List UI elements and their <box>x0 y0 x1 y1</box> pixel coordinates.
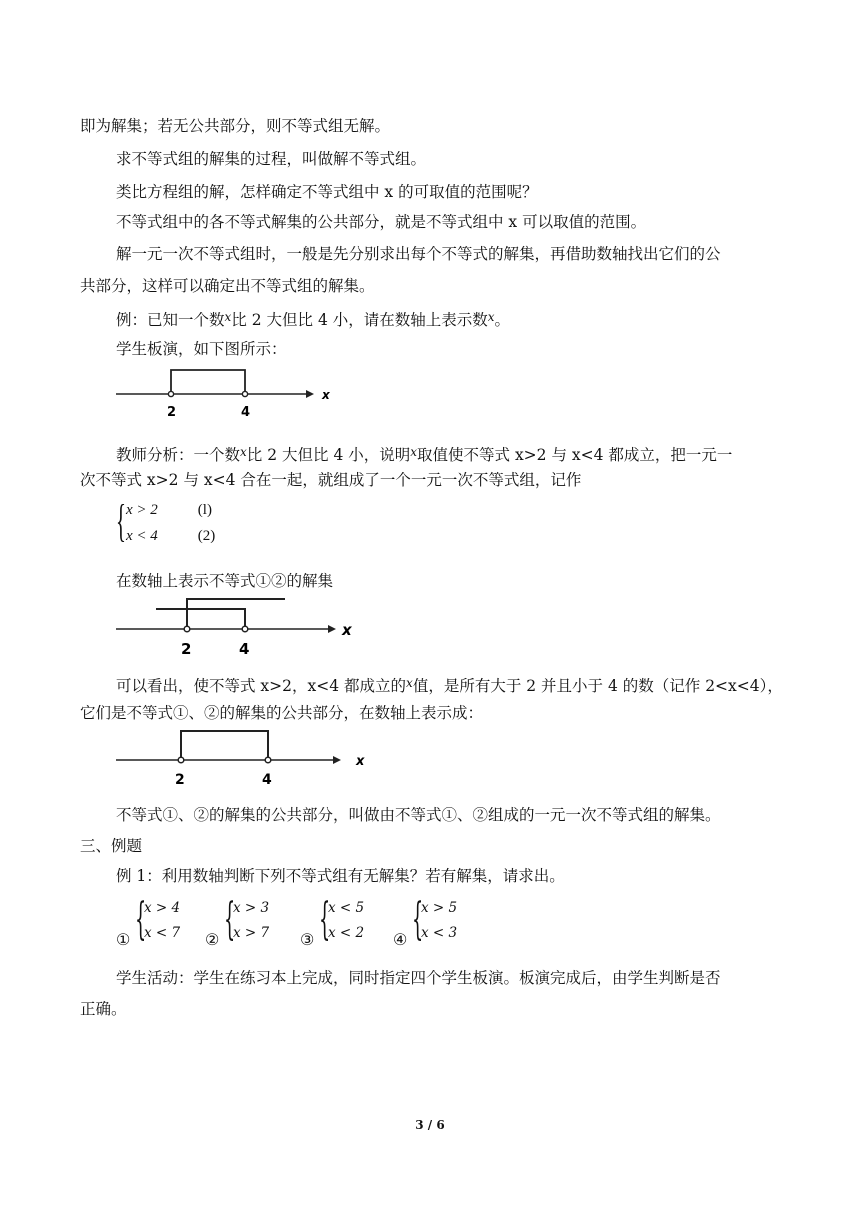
variable-x: x <box>410 445 418 459</box>
text: 比 2 大但比 4 小，请在数轴上表示数 <box>231 311 488 329</box>
equation-tag: (l) <box>197 502 212 518</box>
brace: { <box>224 894 236 945</box>
circled-number: ① <box>116 930 131 949</box>
tick-label-2: 2 <box>181 640 192 658</box>
brace: { <box>135 894 147 945</box>
axis-arrow <box>333 756 341 764</box>
paragraph: 不等式①、②的解集的公共部分，叫做由不等式①、②组成的一元一次不等式组的解集。 <box>116 806 721 824</box>
inequality: x > 5 <box>421 900 458 916</box>
inequality: x > 3 <box>233 900 270 916</box>
paragraph: 不等式组中的各不等式解集的公共部分，就是不等式组中 x 可以取值的范围。 <box>116 213 647 231</box>
paragraph: 次不等式 x>2 与 x<4 合在一起，就组成了一个一元一次不等式组，记作 <box>80 471 582 489</box>
open-point-2 <box>178 757 184 763</box>
text: 值，是所有大于 2 并且小于 4 的数（记作 2<x<4）， <box>412 677 783 695</box>
paragraph: 求不等式组的解集的过程，叫做解不等式组。 <box>116 150 427 168</box>
axis-label: x <box>342 621 352 639</box>
paragraph: 学生板演，如下图所示： <box>116 340 287 358</box>
circled-number: ② <box>205 930 220 949</box>
open-point-4 <box>265 757 271 763</box>
axis-label: x <box>356 754 365 769</box>
section-heading: 三、例题 <box>80 837 143 855</box>
text: 教师分析：一个数 <box>116 446 241 464</box>
inequality: x < 5 <box>328 900 365 916</box>
solution-bracket <box>181 731 268 760</box>
circled-number: ④ <box>393 930 408 949</box>
paragraph: 在数轴上表示不等式①②的解集 <box>116 572 334 590</box>
tick-label-2: 2 <box>167 405 177 420</box>
text: 可以看出，使不等式 x>2，x<4 都成立的 <box>116 677 407 695</box>
axis-label: x <box>322 388 330 402</box>
example-system-3 <box>300 894 390 949</box>
brace: { <box>116 495 126 546</box>
inequality: x < 7 <box>144 925 181 941</box>
variable-x: x <box>406 676 413 690</box>
example-system-2 <box>205 894 295 949</box>
paragraph: 正确。 <box>80 1000 127 1018</box>
inequality: x > 2 <box>126 502 158 518</box>
paragraph: 解一元一次不等式组时，一般是先分别求出每个不等式的解集，再借助数轴找出它们的公 <box>116 245 721 263</box>
tick-label-4: 4 <box>239 640 250 658</box>
inequality: x < 3 <box>421 925 458 941</box>
paragraph: 共部分，这样可以确定出不等式组的解集。 <box>80 277 375 295</box>
circled-number: ③ <box>300 930 315 949</box>
paragraph: 类比方程组的解，怎样确定不等式组中 x 的可取值的范围呢？ <box>116 183 538 201</box>
example-1-prompt: 例 1：利用数轴判断下列不等式组有无解集？若有解集，请求出。 <box>116 867 565 885</box>
brace: { <box>412 894 424 945</box>
variable-x: x <box>224 310 232 324</box>
text: 取值使不等式 x>2 与 x<4 都成立，把一元一 <box>417 446 733 464</box>
example-system-1 <box>116 894 206 949</box>
text: 例：已知一个数 <box>116 311 225 329</box>
text: 。 <box>494 311 511 329</box>
example-system-4 <box>393 894 483 949</box>
page-number: 3 / 6 <box>415 1118 445 1132</box>
inequality: x > 4 <box>144 900 181 916</box>
variable-x: x <box>487 310 495 324</box>
variable-x: x <box>240 445 247 459</box>
paragraph: 学生活动：学生在练习本上完成，同时指定四个学生板演。板演完成后，由学生判断是否 <box>116 969 721 987</box>
equation-tag: (2) <box>197 528 216 544</box>
inequality: x < 2 <box>328 925 365 941</box>
paragraph: 它们是不等式①、②的解集的公共部分，在数轴上表示成： <box>80 704 484 722</box>
tick-label-4: 4 <box>262 772 272 788</box>
tick-label-2: 2 <box>175 772 185 788</box>
brace: { <box>319 894 331 945</box>
number-line-3-graphic <box>116 731 365 788</box>
tick-label-4: 4 <box>241 405 251 420</box>
inequality: x > 7 <box>233 925 270 941</box>
text: 比 2 大但比 4 小，说明 <box>246 446 411 464</box>
inequality: x < 4 <box>126 528 158 544</box>
paragraph: 即为解集；若无公共部分，则不等式组无解。 <box>80 117 391 135</box>
